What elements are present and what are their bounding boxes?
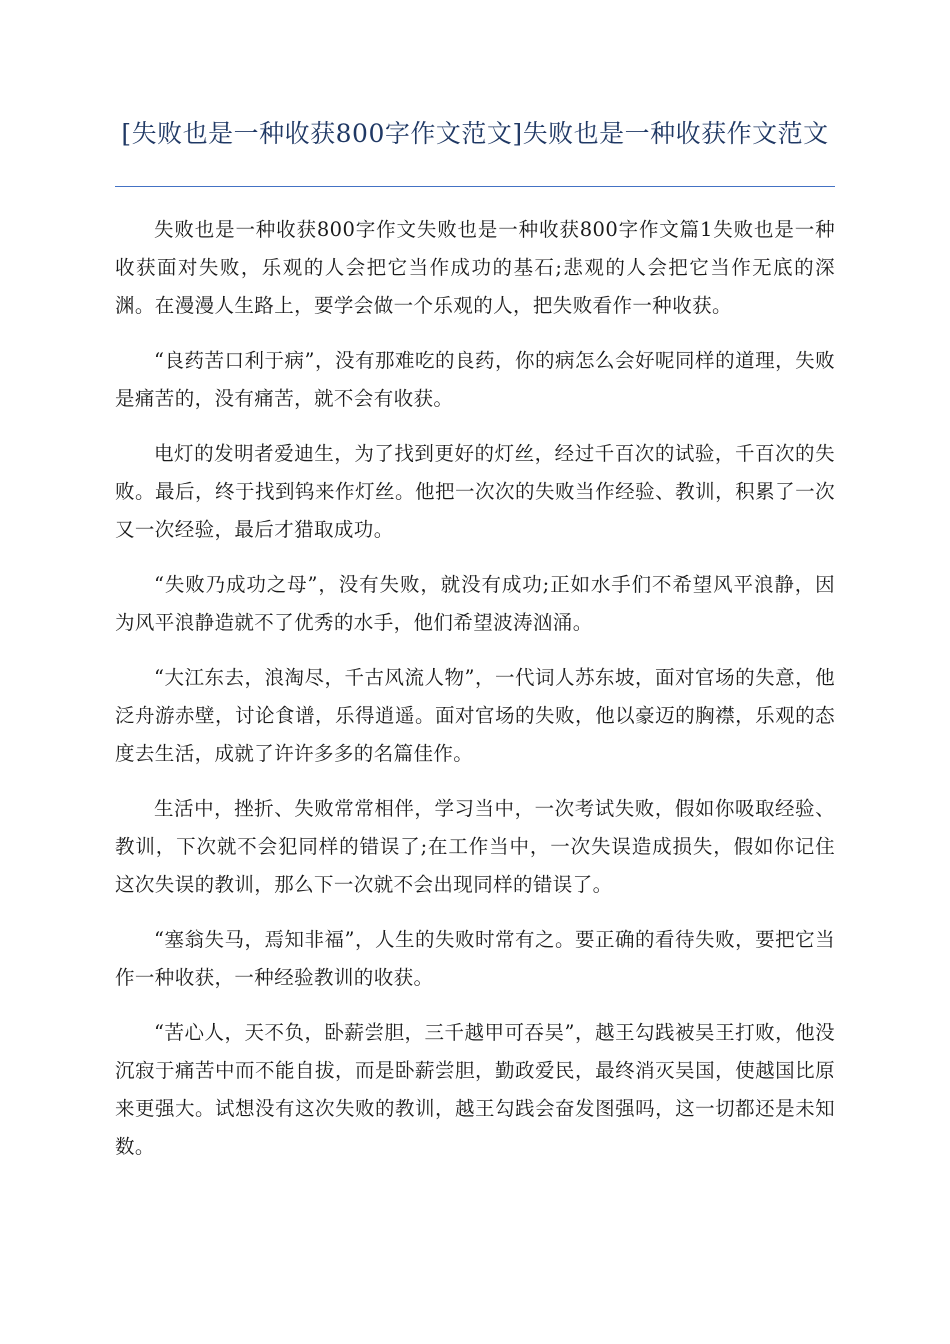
paragraph: 失败也是一种收获800字作文失败也是一种收获800字作文篇1失败也是一种收获面对失败，乐观的人会把它当作成功的基石;悲观的人会把它当作无底的深渊。在漫漫人生路上，要学会做一个乐观的人，把失败看作一种收获。 — [115, 218, 835, 317]
paragraph: “塞翁失马，焉知非福”，人生的失败时常有之。要正确的看待失败，要把它当作一种收获，一种经验教训的收获。 — [115, 928, 835, 989]
paragraph: 电灯的发明者爱迪生，为了找到更好的灯丝，经过千百次的试验，千百次的失败。最后，终于找到钨来作灯丝。他把一次次的失败当作经验、教训，积累了一次又一次经验，最后才猎取成功。 — [115, 442, 835, 541]
title-underline — [115, 186, 835, 187]
paragraph: “失败乃成功之母”，没有失败，就没有成功;正如水手们不希望风平浪静，因为风平浪静造就不了优秀的水手，他们希望波涛汹涌。 — [115, 573, 835, 634]
document-body — [115, 211, 835, 1183]
paragraph: “苦心人，天不负，卧薪尝胆，三千越甲可吞吴”，越王勾践被吴王打败，他没沉寂于痛苦中而不能自拔，而是卧薪尝胆，勤政爱民，最终消灭吴国，使越国比原来更强大。试想没有这次失败的教训，越王勾践会奋发图强吗，这一切都还是未知数。 — [115, 1021, 835, 1158]
document-title: [失败也是一种收获800字作文范文]失败也是一种收获作文范文 — [121, 119, 829, 148]
paragraph: 生活中，挫折、失败常常相伴，学习当中，一次考试失败，假如你吸取经验、教训，下次就不会犯同样的错误了;在工作当中，一次失误造成损失，假如你记住这次失误的教训，那么下一次就不会出现同样的错误了。 — [115, 797, 835, 896]
paragraph: “大江东去，浪淘尽，千古风流人物”，一代词人苏东坡，面对官场的失意，他泛舟游赤壁，讨论食谱，乐得逍遥。面对官场的失败，他以豪迈的胸襟，乐观的态度去生活，成就了许许多多的名篇佳作。 — [115, 666, 835, 765]
paragraph: “良药苦口利于病”，没有那难吃的良药，你的病怎么会好呢同样的道理，失败是痛苦的，没有痛苦，就不会有收获。 — [115, 349, 835, 410]
